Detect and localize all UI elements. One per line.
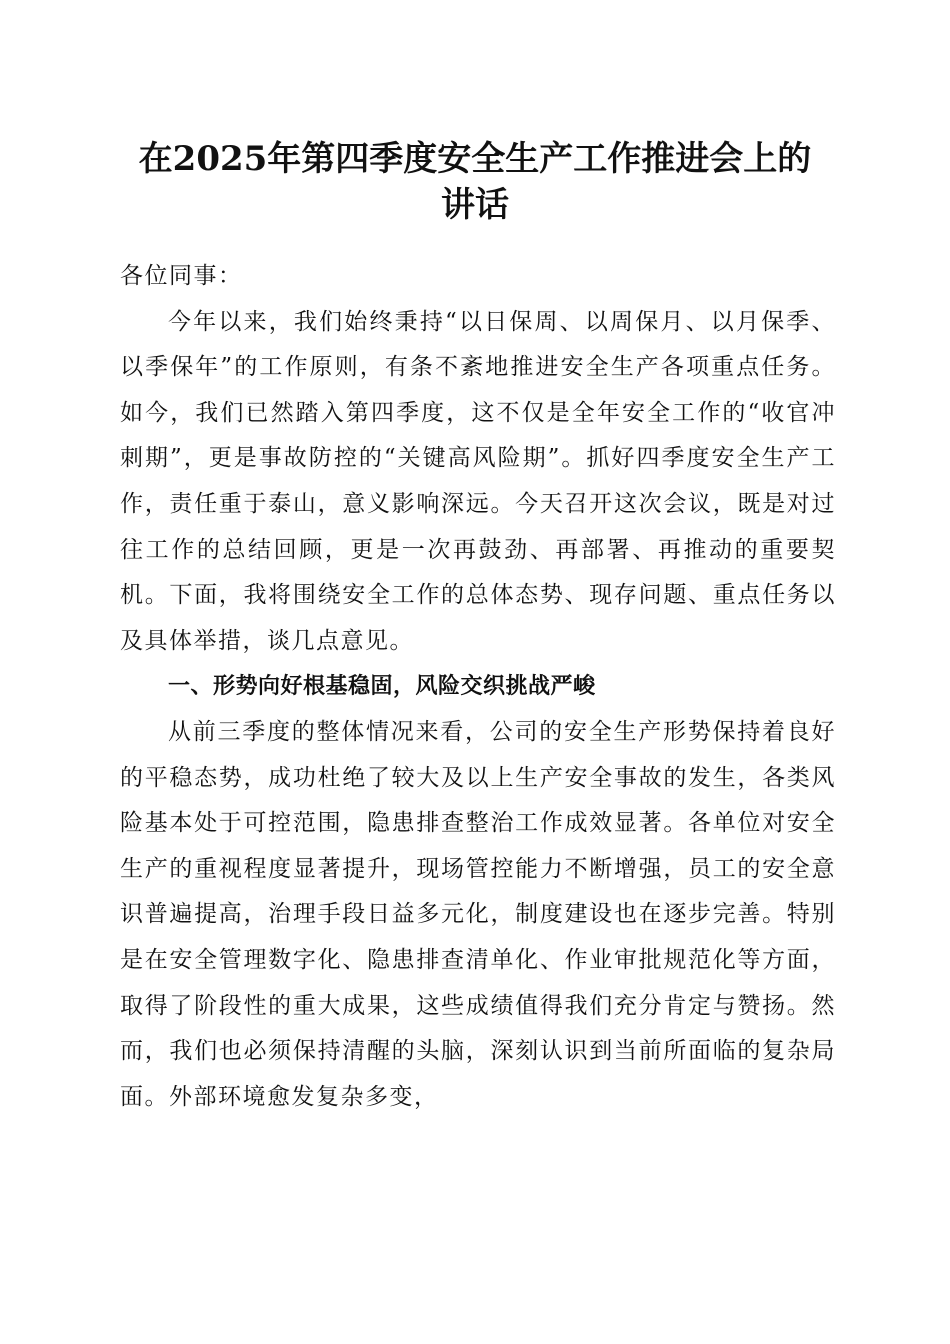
section-heading-1: 一、形势向好根基稳固，风险交织挑战严峻: [168, 674, 596, 700]
paragraph-situation: 从前三季度的整体情况来看，公司的安全生产形势保持着良好的平稳态势，成功杜绝了较大及以上生产安全事故的发生，各类风险基本处于可控范围，隐患排查整治工作成效显著。各单位对安全生产的重视程度显著提升，现场管控能力不断增强，员工的安全意识普遍提高，治理手段日益多元化，制度建设也在逐步完善。特别是在安全管理数字化、隐患排查清单化、作业审批规范化等方面，取得了阶段性的重大成果，这些成绩值得我们充分肯定与赞扬。然而，我们也必须保持清醒的头脑，深刻认识到当前所面临的复杂局面。外部环境愈发复杂多变，: [120, 718, 836, 1110]
document-title: [100, 136, 850, 228]
salutation: 各位同事：: [120, 263, 243, 289]
title-line-1: 在2025年第四季度安全生产工作推进会上的: [138, 139, 812, 179]
title-line-2: 讲话: [441, 185, 509, 225]
paragraph-intro: 今年以来，我们始终秉持“以日保周、以周保月、以月保季、以季保年”的工作原则，有条不紊地推进安全生产各项重点任务。如今，我们已然踏入第四季度，这不仅是全年安全工作的“收官冲刺期”，更是事故防控的“关键高风险期”。抓好四季度安全生产工作，责任重于泰山，意义影响深远。今天召开这次会议，既是对过往工作的总结回顾，更是一次再鼓劲、再部署、再推动的重要契机。下面，我将围绕安全工作的总体态势、现存问题、重点任务以及具体举措，谈几点意见。: [120, 308, 836, 654]
document-body: [120, 254, 836, 1120]
